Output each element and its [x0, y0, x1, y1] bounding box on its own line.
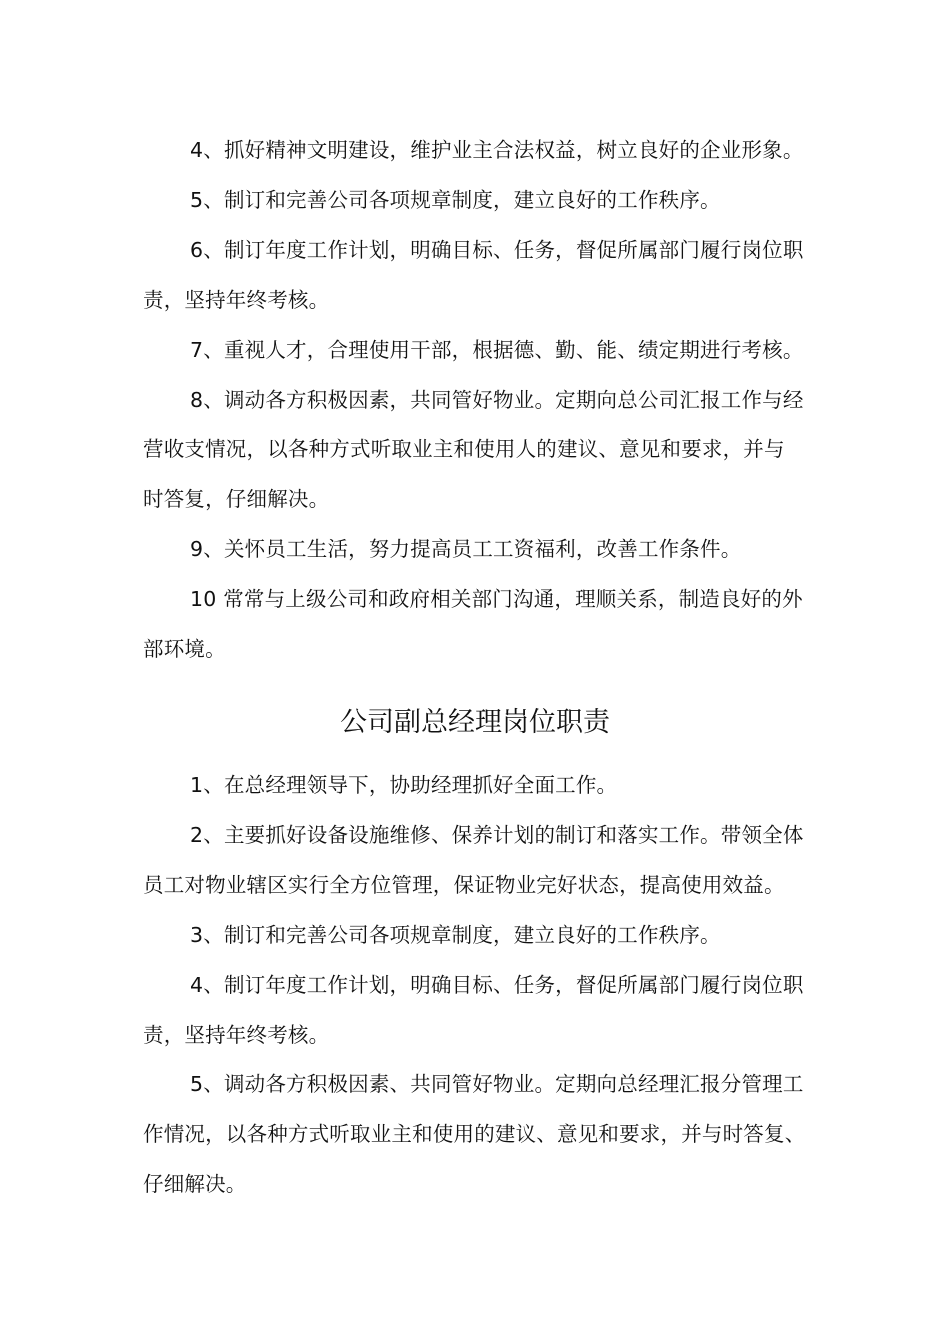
paragraph-line: 部环境。: [143, 637, 226, 661]
paragraph-line: 责，坚持年终考核。: [143, 1023, 330, 1047]
paragraph-line: 3、制订和完善公司各项规章制度，建立良好的工作秩序。: [190, 923, 721, 947]
paragraph-line: 5、调动各方积极因素、共同管好物业。定期向总经理汇报分管理工: [190, 1072, 804, 1096]
paragraph-line: 9、关怀员工生活，努力提高员工工资福利，改善工作条件。: [190, 537, 742, 561]
paragraph-line: 作情况，以各种方式听取业主和使用的建议、意见和要求，并与时答复、: [143, 1122, 806, 1146]
paragraph-line: 7、重视人才，合理使用干部，根据德、勤、能、绩定期进行考核。: [190, 338, 804, 362]
paragraph-line: 4、制订年度工作计划，明确目标、任务，督促所属部门履行岗位职: [190, 973, 804, 997]
paragraph-line: 仔细解决。: [143, 1172, 247, 1196]
paragraph-line: 4、抓好精神文明建设，维护业主合法权益，树立良好的企业形象。: [190, 138, 804, 162]
paragraph-line: 时答复，仔细解决。: [143, 487, 330, 511]
paragraph-line: 责，坚持年终考核。: [143, 288, 330, 312]
section-title: 公司副总经理岗位职责: [340, 707, 610, 738]
paragraph-line: 营收支情况，以各种方式听取业主和使用人的建议、意见和要求，并与: [143, 437, 785, 461]
paragraph-line: 2、主要抓好设备设施维修、保养计划的制订和落实工作。带领全体: [190, 823, 804, 847]
paragraph-line: 员工对物业辖区实行全方位管理，保证物业完好状态，提高使用效益。: [143, 873, 785, 897]
paragraph-line: 6、制订年度工作计划，明确目标、任务，督促所属部门履行岗位职: [190, 238, 804, 262]
paragraph-line: 1、在总经理领导下，协助经理抓好全面工作。: [190, 773, 618, 797]
paragraph-line: 8、调动各方积极因素，共同管好物业。定期向总公司汇报工作与经: [190, 388, 804, 412]
paragraph-line: 10 常常与上级公司和政府相关部门沟通，理顺关系，制造良好的外: [190, 587, 803, 611]
paragraph-line: 5、制订和完善公司各项规章制度，建立良好的工作秩序。: [190, 188, 721, 212]
